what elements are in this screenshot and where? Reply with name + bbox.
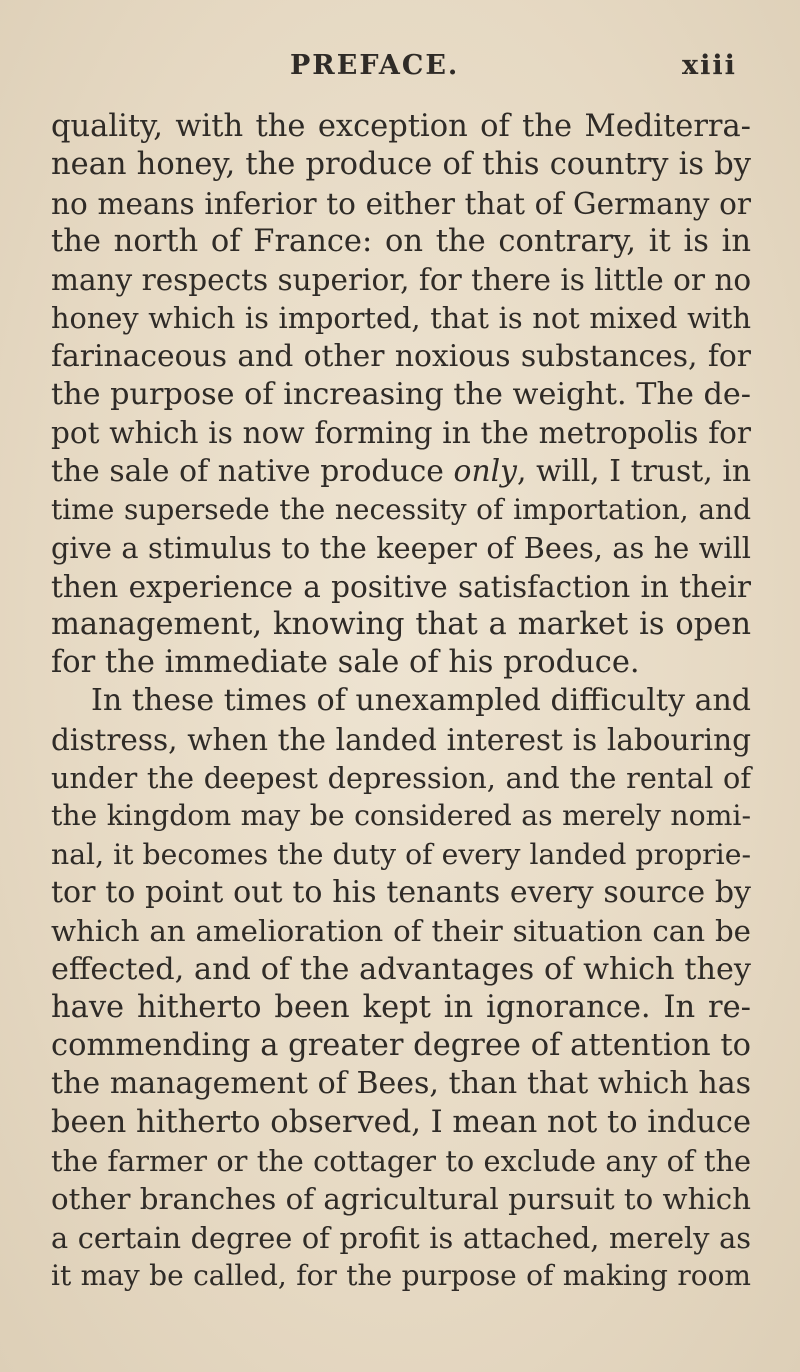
- text-segment: give a stimulus to the keeper of Bees, as he will: [51, 531, 751, 566]
- text-segment: honey which is imported, that is not mixed with: [51, 301, 751, 336]
- text-line: [51, 338, 751, 376]
- text-segment: effected, and of the advantages of which they: [51, 951, 751, 987]
- text-line: [51, 1142, 751, 1180]
- running-head-title: PREFACE.: [290, 50, 460, 81]
- italic-text: only: [453, 453, 517, 489]
- text-line: [51, 1065, 751, 1103]
- text-segment: the purpose of increasing the weight. The de-: [51, 377, 751, 413]
- text-segment: the sale of native produce: [51, 453, 454, 489]
- text-line: [51, 836, 751, 874]
- text-segment: have hitherto been kept in ignorance. In re-: [51, 989, 751, 1025]
- text-segment: which an amelioration of their situation can be: [51, 914, 751, 949]
- text-segment: under the deepest depression, and the rental of: [51, 761, 751, 796]
- body-text: [51, 108, 751, 1295]
- text-line: [51, 491, 751, 529]
- text-segment: tor to point out to his tenants every source by: [51, 874, 751, 910]
- text-segment: for the immediate sale of his produce.: [51, 645, 640, 681]
- text-line: [51, 874, 751, 912]
- text-line: [51, 146, 751, 184]
- text-segment: , will, I trust, in: [516, 453, 751, 489]
- text-segment: commending a greater degree of attention to: [51, 1028, 751, 1064]
- text-segment: time supersede the necessity of importation, and: [51, 492, 751, 526]
- text-line: [51, 108, 751, 146]
- text-line: [51, 606, 751, 644]
- text-segment: then experience a positive satisfaction in their: [51, 569, 751, 604]
- page-number: xiii: [682, 50, 737, 81]
- text-line: [51, 529, 751, 567]
- text-segment: nean honey, the produce of this country is by: [51, 147, 751, 183]
- text-line: [51, 1027, 751, 1065]
- text-line: [51, 1219, 751, 1257]
- text-line: [51, 376, 751, 414]
- text-segment: other branches of agricultural pursuit to which: [51, 1182, 752, 1217]
- text-line: [51, 568, 751, 606]
- text-line: [51, 912, 751, 950]
- text-segment: the farmer or the cottager to exclude any of the: [51, 1144, 751, 1179]
- text-line: [51, 721, 751, 759]
- text-segment: no means inferior to either that of Germany or: [51, 186, 751, 221]
- text-segment: In these times of unexampled difficulty and: [91, 683, 751, 719]
- text-segment: been hitherto observed, I mean not to induce: [51, 1104, 751, 1140]
- text-segment: the management of Bees, than that which has: [51, 1066, 751, 1102]
- text-line: [51, 1180, 751, 1218]
- running-head: [0, 50, 800, 90]
- text-segment: a certain degree of profit is attached, merely as: [51, 1220, 751, 1255]
- text-segment: distress, when the landed interest is labouring: [51, 722, 751, 757]
- text-segment: quality, with the exception of the Mediterra-: [51, 109, 751, 144]
- text-line: [51, 759, 751, 797]
- text-line: [51, 1104, 751, 1142]
- text-line: [51, 951, 751, 989]
- text-line: [51, 261, 751, 299]
- text-line: [51, 185, 751, 223]
- text-line: [51, 797, 751, 835]
- text-line: [51, 414, 751, 452]
- text-segment: farinaceous and other noxious substances, for: [51, 338, 751, 374]
- text-segment: pot which is now forming in the metropolis for: [51, 416, 751, 451]
- text-line: [51, 1257, 751, 1295]
- text-line: [51, 989, 751, 1027]
- text-segment: it may be called, for the purpose of making room: [51, 1258, 751, 1292]
- text-line: [51, 644, 751, 682]
- text-segment: many respects superior, for there is little or no: [51, 263, 752, 298]
- text-line: [51, 223, 751, 261]
- text-segment: the kingdom may be considered as merely nomi-: [51, 799, 751, 833]
- text-segment: the north of France: on the contrary, it is in: [51, 223, 751, 259]
- text-line: [51, 453, 751, 491]
- text-line: [51, 299, 751, 337]
- text-line: [51, 682, 751, 720]
- text-segment: nal, it becomes the duty of every landed proprie-: [51, 837, 751, 871]
- text-segment: management, knowing that a market is open: [51, 606, 751, 642]
